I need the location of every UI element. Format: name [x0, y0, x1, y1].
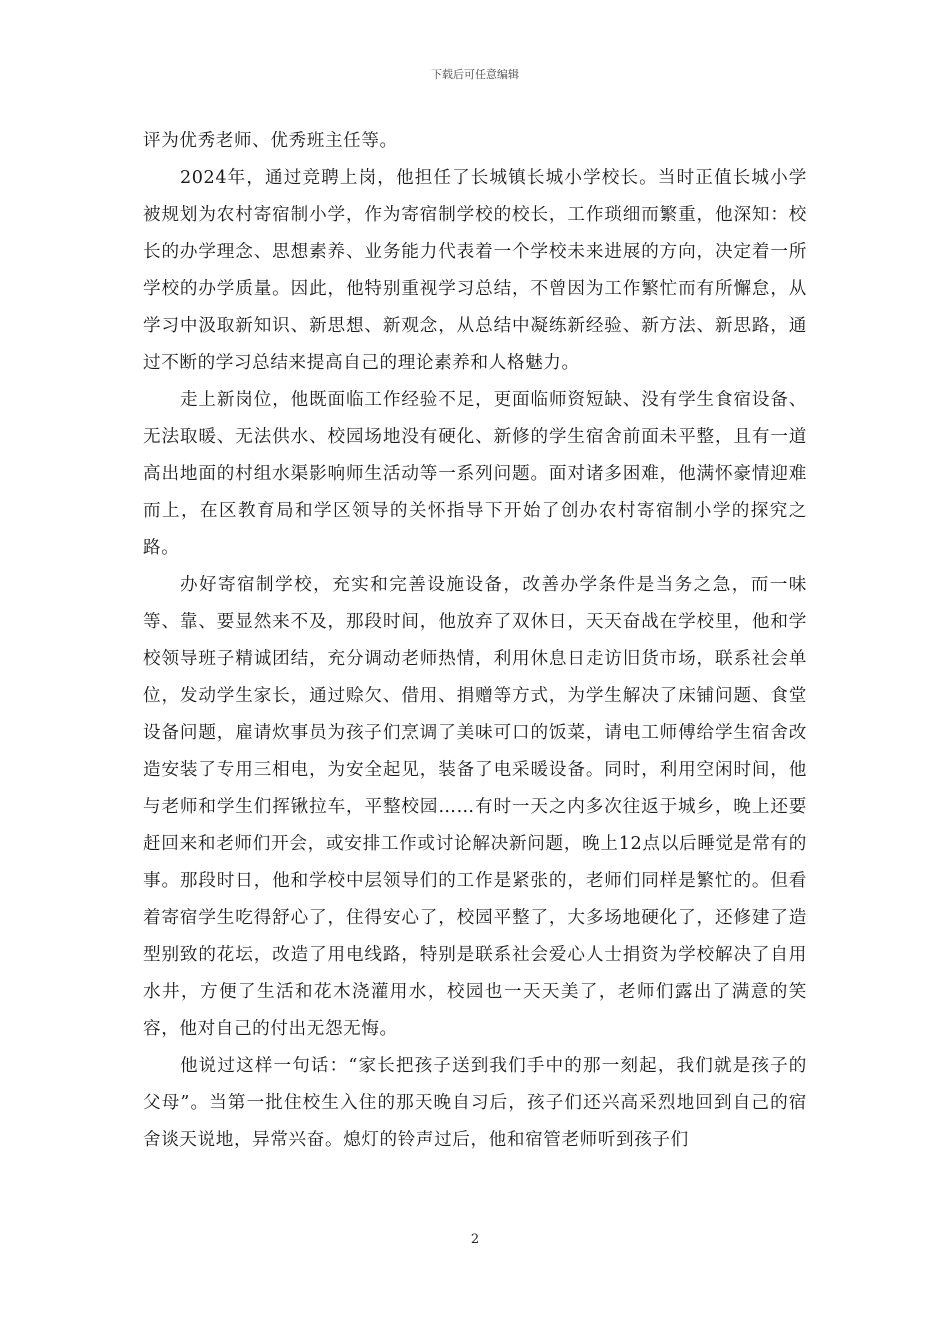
paragraph-1: 评为优秀老师、优秀班主任等。 — [143, 131, 398, 151]
paragraph-4: 办好寄宿制学校，充实和完善设施设备，改善办学条件是当务之急，而一味等、靠、要显然来不及，那段时间，他放弃了双休日，天天奋战在学校里，他和学校领导班子精诚团结，充分调动老师热情，利用休息日走访旧货市场，联系社会单位，发动学生家长，通过赊欠、借用、捐赠等方式，为学生解决了床铺问题、食堂设备问题，雇请炊事员为孩子们烹调了美味可口的饭菜，请电工师傅给学生宿舍改造安装了专用三相电，为安全起见，装备了电采暖设备。同时，利用空闲时间，他与老师和学生们挥锹拉车，平整校园……有时一天之内多次往返于城乡，晚上还要赶回来和老师们开会，或安排工作或讨论解决新问题，晚上12点以后睡觉是常有的事。那段时日，他和学校中层领导们的工作是紧张的，老师们同样是繁忙的。但看着寄宿学生吃得舒心了，住得安心了，校园平整了，大多场地硬化了，还修建了造型别致的花坛，改造了用电线路，特别是联系社会爱心人士捐资为学校解决了自用水井，方便了生活和花木浇灌用水，校园也一天天美了，老师们露出了满意的笑容，他对自己的付出无怨无悔。 — [143, 575, 807, 1039]
paragraph-5: 他说过这样一句话：“家长把孩子送到我们手中的那一刻起，我们就是孩子的父母”。当第一批住校生入住的那天晚自习后，孩子们还兴高采烈地回到自己的宿舍谈天说地，异常兴奋。熄灯的铃声过后，他和宿管老师听到孩子们 — [143, 1056, 807, 1150]
page-header: 下载后可任意编辑 — [431, 68, 519, 81]
paragraph-2: 2024年，通过竞聘上岗，他担任了长城镇长城小学校长。当时正值长城小学被规划为农村寄宿制小学，作为寄宿制学校的校长，工作琐细而繁重，他深知：校长的办学理念、思想素养、业务能力代表着一个学校未来进展的方向，决定着一所学校的办学质量。因此，他特别重视学习总结，不曾因为工作繁忙而有所懈怠，从学习中汲取新知识、新思想、新观念，从总结中凝练新经验、新方法、新思路，通过不断的学习总结来提高自己的理论素养和人格魅力。 — [143, 168, 807, 373]
page-number: 2 — [470, 1232, 480, 1247]
page-body — [143, 123, 807, 1159]
paragraph-3: 走上新岗位，他既面临工作经验不足，更面临师资短缺、没有学生食宿设备、无法取暖、无法供水、校园场地没有硬化、新修的学生宿舍前面未平整，且有一道高出地面的村组水渠影响师生活动等一系列问题。面对诸多困难，他满怀豪情迎难而上，在区教育局和学区领导的关怀指导下开始了创办农村寄宿制小学的探究之路。 — [143, 390, 807, 558]
